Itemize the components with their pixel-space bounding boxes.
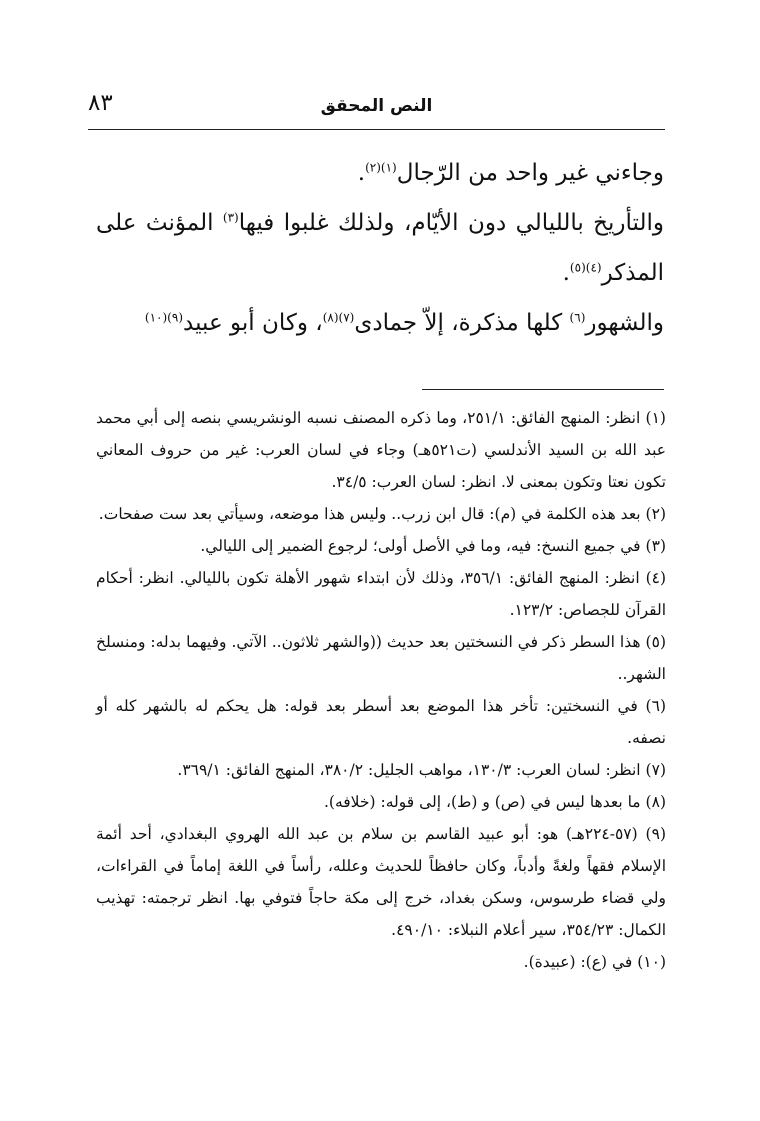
footnote-7: (٧) انظر: لسان العرب: ١٣٠/٣، مواهب الجليل: ٣٨٠/٢، المنهج الفائق: ٣٦٩/١. xyxy=(177,761,666,779)
footnote-5: (٥) هذا السطر ذكر في النسختين بعد حديث ((والشهر ثلاثون.. الآتي. وفيهما بدله: ومنسلخ الشهر.. xyxy=(96,633,666,683)
footnote-3: (٣) في جميع النسخ: فيه، وما في الأصل أولى؛ لرجوع الضمير إلى الليالي. xyxy=(200,537,666,555)
page-header xyxy=(88,90,665,126)
main-line-3: والشهور$^{(٦)}$ كلها مذكرة، إلاّ جمادى$^{(٧)(٨)}$، وكان أبو عبيد$^{(٩)(١٠)}$ xyxy=(144,310,664,336)
footnote-8: (٨) ما بعدها ليس في (ص) و (ط)، إلى قوله: (خلافه). xyxy=(323,793,666,811)
footnote-ref: (٩)(١٠) xyxy=(144,310,184,325)
main-line-1: وجاءني غير واحد من الرّجال$^{(١)(٢)}$. xyxy=(357,160,664,186)
footnote-ref: (١)(٢) xyxy=(365,160,397,175)
footnote-separator xyxy=(422,389,664,390)
running-title: النص المحقق xyxy=(320,96,433,116)
footnote-6: (٦) في النسختين: تأخر هذا الموضع بعد أسطر بعد قوله: هل يحكم له بالشهر كله أو نصفه. xyxy=(96,697,666,747)
header-rule xyxy=(88,129,665,130)
page-number: ٨٣ xyxy=(88,90,113,116)
footnote-ref: (٧)(٨) xyxy=(322,310,355,325)
footnote-2: (٢) بعد هذه الكلمة في (م): قال ابن زرب.. وليس هذا موضعه، وسيأتي بعد ست صفحات. xyxy=(98,505,666,523)
footnotes xyxy=(96,402,666,978)
main-text xyxy=(96,148,664,348)
main-line-2: والتأريخ بالليالي دون الأيّام، ولذلك غلبوا فيها$^{(٣)}$ المؤنث على المذكر$^{(٤)(٥)}$. xyxy=(96,210,664,286)
footnote-10: (١٠) في (ع): (عبيدة). xyxy=(523,953,666,971)
footnote-1: (١) انظر: المنهج الفائق: ٢٥١/١، وما ذكره المصنف نسبه الونشريسي بنصه إلى أبي محمد عبد الله بن السيد الأندلسي (ت٥٢١هـ) وجاء في لسان العرب: غير من حروف المعاني تكون نعتا وتكون بمعنى لا. انظر: لسان العرب: ٣٤/٥. xyxy=(96,409,667,491)
footnote-9: (٩) (٥٧-٢٢٤هـ) هو: أبو عبيد القاسم بن سلام بن عبد الله الهروي البغدادي، أحد أئمة الإسلام فقهاً ولغةً وأدباً، وكان حافظاً للحديث وعلله، رأساً في اللغة إماماً في القراءات، ولي قضاء طرسوس، وسكن بغداد، خرج إلى مكة حاجاً فتوفي بها. انظر ترجمته: تهذيب الكمال: ٣٥٤/٢٣، سير أعلام النبلاء: ٤٩٠/١٠. xyxy=(96,825,666,939)
footnote-ref: (٦) xyxy=(569,310,586,325)
footnote-4: (٤) انظر: المنهج الفائق: ٣٥٦/١، وذلك لأن ابتداء شهور الأهلة تكون بالليالي. انظر: أحكام القرآن للجصاص: ١٢٣/٢. xyxy=(96,569,667,619)
footnote-ref: (٣) xyxy=(222,210,239,225)
footnote-ref: (٤)(٥) xyxy=(569,260,602,275)
